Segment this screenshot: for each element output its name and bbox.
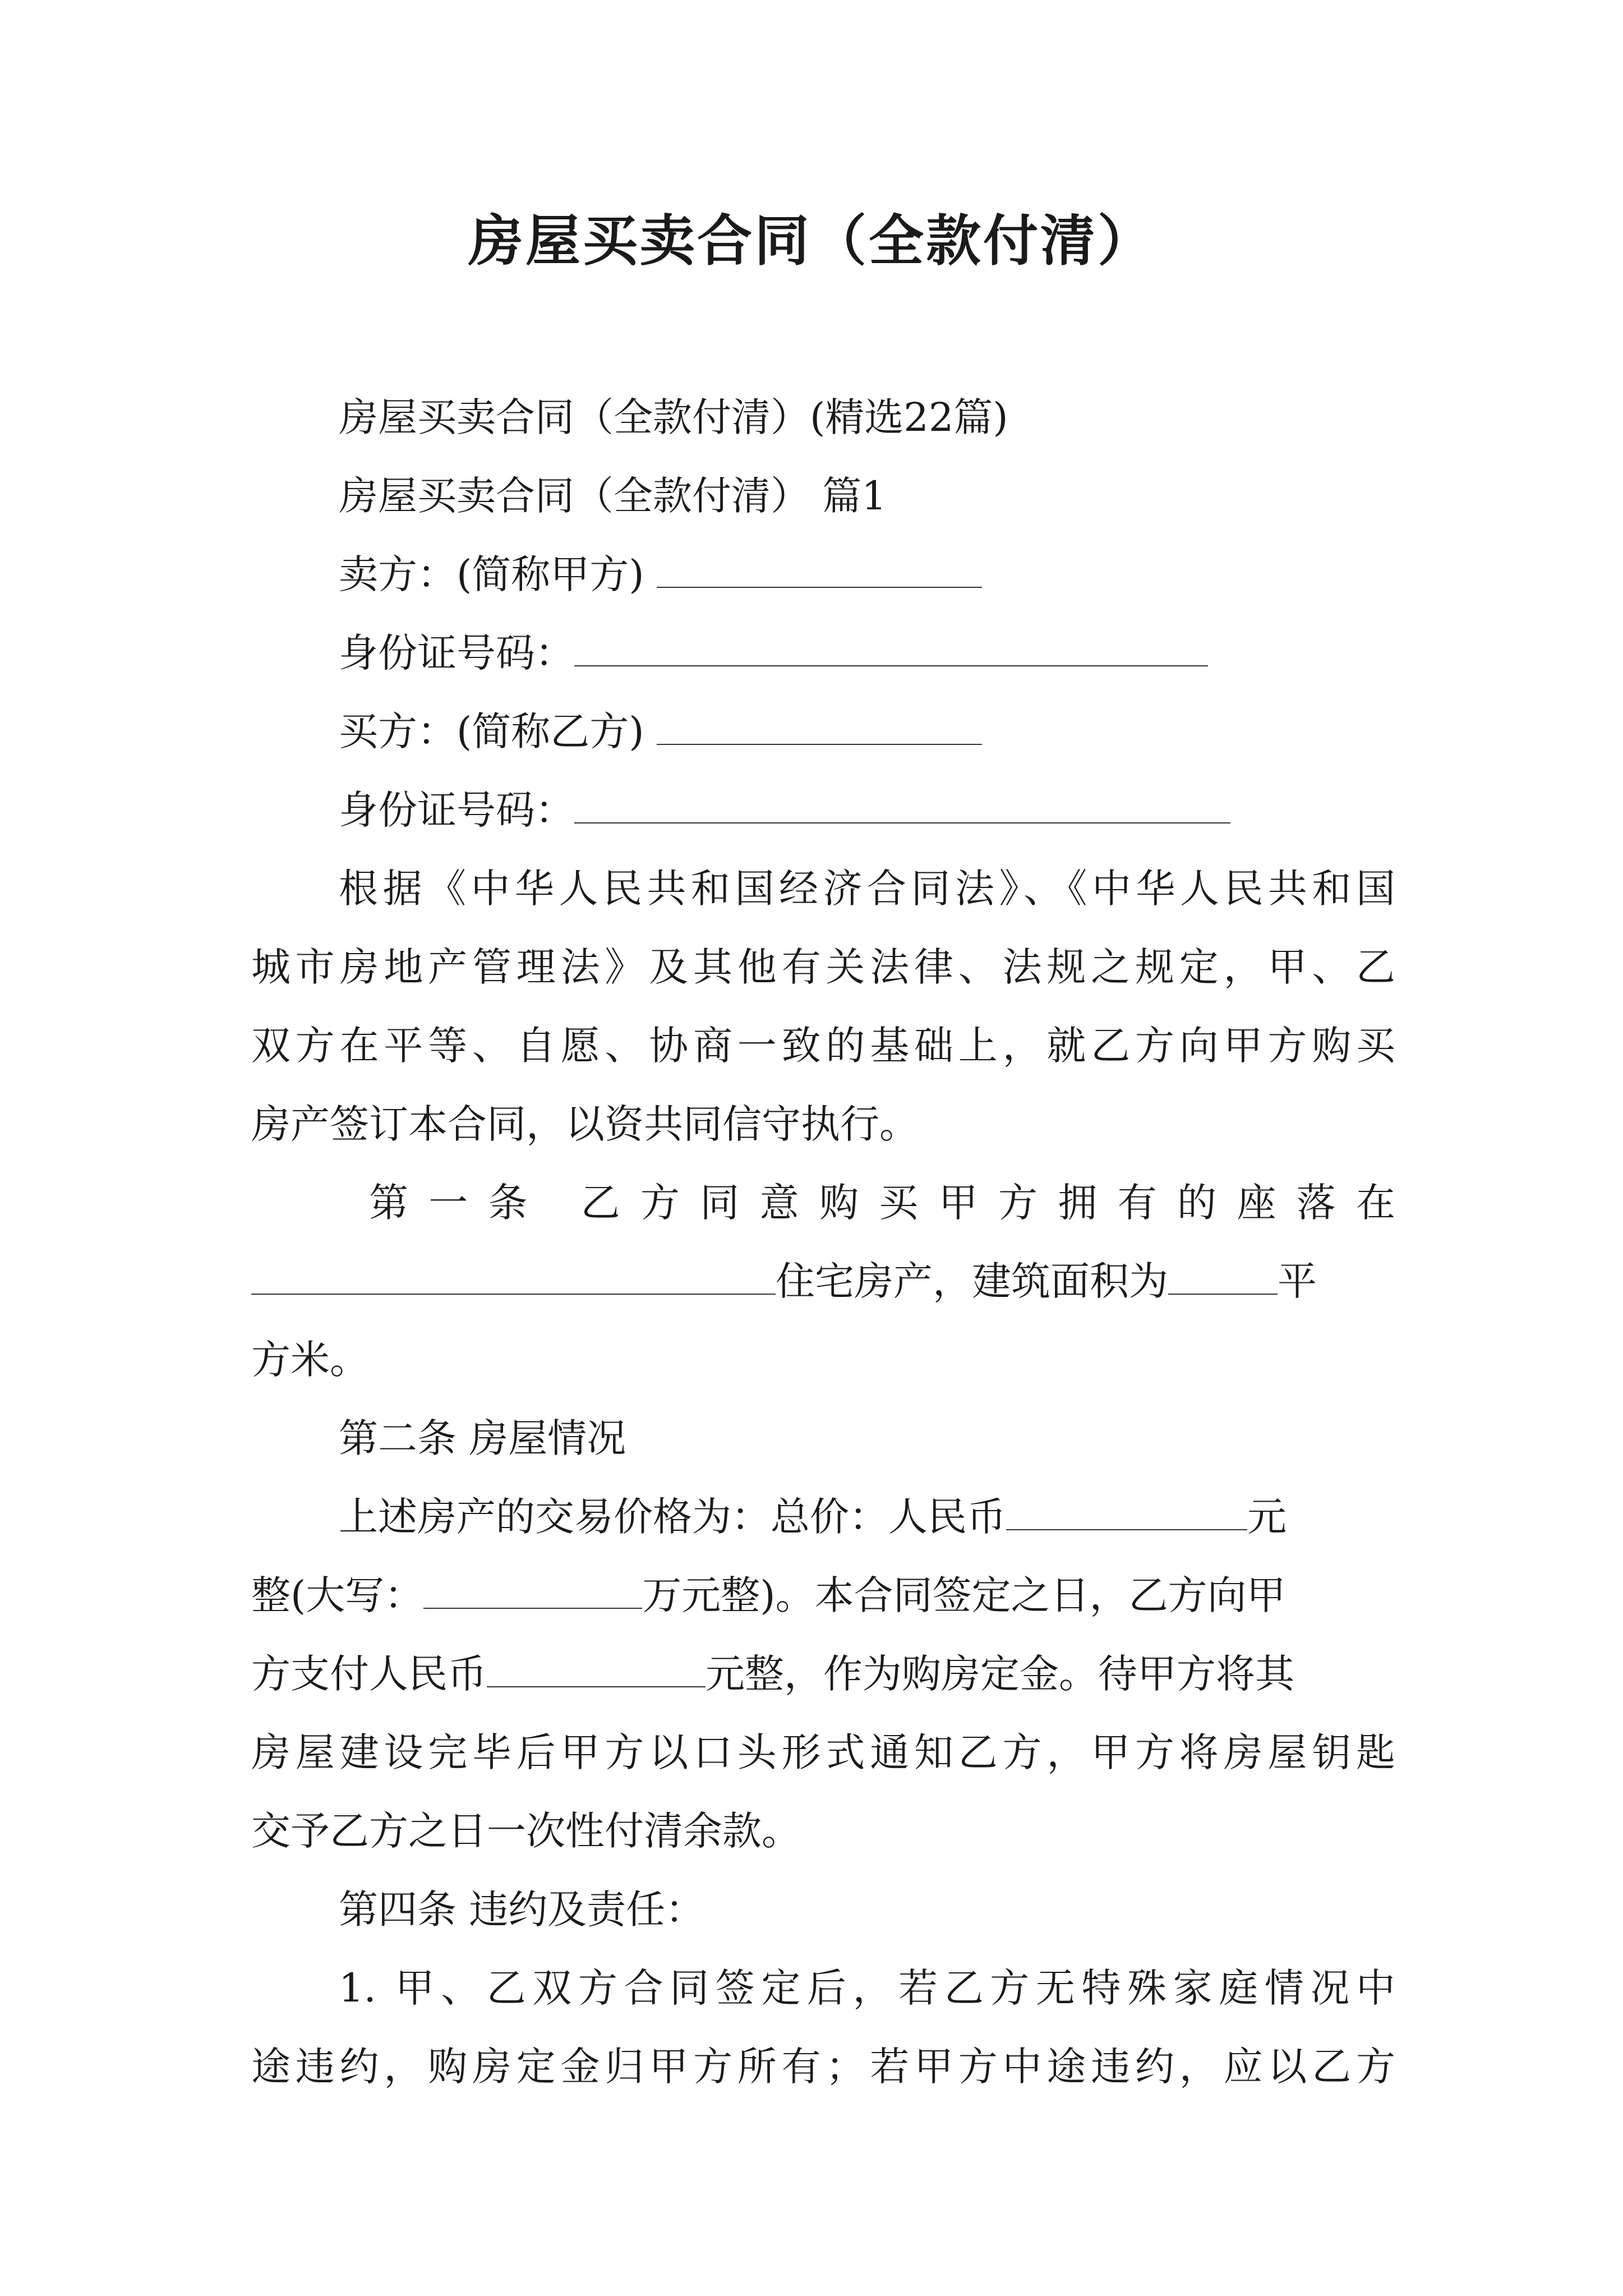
total-price-blank[interactable] (1006, 1494, 1247, 1530)
price-line: 整(大写： 万元整)。本合同签定之日，乙方向甲 (251, 1572, 1286, 1618)
article-1-line: 第一条 乙方同意购买甲方拥有的座落在 (369, 1180, 1395, 1226)
preamble-line: 房产签订本合同，以资共同信守执行。 (251, 1101, 919, 1147)
price-line: 交予乙方之日一次性付清余款。 (251, 1808, 801, 1854)
article-4-heading: 第四条 违约及责任： (339, 1887, 705, 1932)
preamble-line: 根据《中华人民共和国经济合同法》、《中华人民共和国 (339, 866, 1395, 912)
article-1-line: 方米。 (251, 1337, 369, 1383)
document-title: 房屋买卖合同（全款付清） (468, 209, 1155, 273)
deposit-amount-blank[interactable] (487, 1651, 706, 1687)
preamble-line: 双方在平等、自愿、协商一致的基础上，就乙方向甲方购买 (251, 1023, 1395, 1069)
buyer-id-label: 身份证号码： (339, 787, 574, 833)
document-body (251, 378, 1395, 2106)
collection-heading: 房屋买卖合同（全款付清）(精选22篇) (339, 394, 1008, 440)
section-heading: 房屋买卖合同（全款付清） 篇1 (339, 473, 887, 519)
article-4-clause: 途违约，购房定金归甲方所有；若甲方中途违约，应以乙方 (251, 2044, 1395, 2090)
buyer-label: 买方：(简称乙方) (339, 708, 644, 754)
article-2-heading: 第二条 房屋情况 (339, 1415, 626, 1461)
seller-id-blank[interactable] (574, 631, 1208, 666)
buyer-line (251, 692, 1395, 771)
buyer-id-line (251, 771, 1395, 849)
seller-id-label: 身份证号码： (339, 630, 574, 676)
property-location-blank[interactable] (251, 1259, 776, 1295)
price-line: 方支付人民币 元整，作为购房定金。待甲方将其 (251, 1651, 1294, 1697)
floor-area-blank[interactable] (1168, 1259, 1278, 1295)
price-line: 房屋建设完毕后甲方以口头形式通知乙方，甲方将房屋钥匙 (251, 1729, 1395, 1775)
price-in-words-blank[interactable] (423, 1573, 642, 1609)
seller-line (251, 535, 1395, 614)
seller-label: 卖方：(简称甲方) (339, 551, 644, 597)
preamble-line: 城市房地产管理法》及其他有关法律、法规之规定，甲、乙 (251, 944, 1395, 990)
price-line: 上述房产的交易价格为：总价：人民币 元 (339, 1494, 1287, 1540)
article-4-clause: 1. 甲、乙双方合同签定后，若乙方无特殊家庭情况中 (339, 1965, 1395, 2011)
buyer-name-blank[interactable] (657, 709, 982, 745)
buyer-id-blank[interactable] (574, 788, 1230, 823)
seller-name-blank[interactable] (657, 552, 982, 588)
article-1-line: 住宅房产，建筑面积为 平 (251, 1242, 1395, 1320)
seller-id-line (251, 614, 1395, 692)
